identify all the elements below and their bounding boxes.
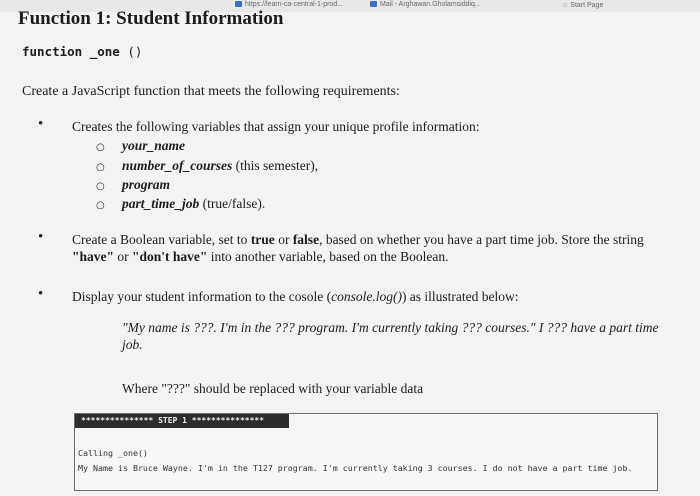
console-output-box xyxy=(74,413,658,491)
bullet-2-text xyxy=(72,231,672,265)
where-note: Where "???" should be replaced with your variable data xyxy=(122,381,424,396)
false-keyword: false xyxy=(292,232,320,247)
circle-bullet-icon: ○ xyxy=(96,142,105,153)
tab-favicon-icon xyxy=(235,1,242,7)
mail-text: Mail - Arghawan.Gholamsiddiq... xyxy=(380,1,481,8)
text-segment: Create a Boolean variable, set to xyxy=(72,232,251,247)
var-name: your_name xyxy=(122,138,186,153)
start-page-label: Start Page xyxy=(570,2,604,9)
text-segment: ) as illustrated below: xyxy=(401,289,519,304)
url-text: https://learn-ca-central-1-prod... xyxy=(245,1,344,8)
text-segment: , based on whether you have a part time job. Store the string xyxy=(319,232,644,247)
function-parens: () xyxy=(127,44,143,59)
step-header: *************** STEP 1 *************** xyxy=(75,414,289,428)
browser-tab-url[interactable] xyxy=(235,1,343,8)
bullet-1-text: Creates the following variables that assign your unique profile information: xyxy=(72,119,480,134)
function-name: function _one xyxy=(22,44,120,59)
text-segment: or xyxy=(274,232,293,247)
console-log-code: console.log() xyxy=(331,289,402,304)
true-keyword: true xyxy=(250,232,275,247)
page-title: Function 1: Student Information xyxy=(18,8,284,29)
console-line-1: Calling _one() xyxy=(78,448,148,458)
star-icon: ☆ xyxy=(562,2,569,9)
function-signature xyxy=(22,44,142,59)
circle-bullet-icon: ○ xyxy=(96,181,105,192)
list-item-number-of-courses xyxy=(96,158,318,174)
text-segment: into another variable, based on the Boolean. xyxy=(207,249,449,264)
bullet-dot-3: • xyxy=(38,286,44,302)
example-output-quote: "My name is ???. I'm in the ??? program. I'm currently taking ??? courses." I ??? have a part time job. xyxy=(122,320,659,352)
var-name: number_of_courses xyxy=(122,158,233,173)
list-item-part-time-job xyxy=(96,196,265,212)
var-name: program xyxy=(122,177,171,192)
list-item-your-name xyxy=(96,138,185,154)
have-string: "have" xyxy=(72,249,114,264)
var-desc: (this semester), xyxy=(232,158,319,173)
list-item-program xyxy=(96,177,170,193)
bullet-dot-2: • xyxy=(38,229,44,245)
var-name: part_time_job xyxy=(122,196,200,211)
var-desc: (true/false). xyxy=(199,196,266,211)
circle-bullet-icon: ○ xyxy=(96,162,105,173)
circle-bullet-icon: ○ xyxy=(96,200,105,211)
text-segment: Display your student information to the cosole ( xyxy=(72,289,332,304)
intro-text: Create a JavaScript function that meets the following requirements: xyxy=(22,84,400,99)
text-segment: or xyxy=(114,249,132,264)
browser-tab-mail[interactable] xyxy=(370,1,481,8)
start-page-link[interactable] xyxy=(562,1,603,9)
dont-have-string: "don't have" xyxy=(132,249,208,264)
console-line-2: My Name is Bruce Wayne. I'm in the T127 program. I'm currently taking 3 courses. I do not have a part time job. xyxy=(78,463,633,473)
bullet-3-text xyxy=(72,288,519,305)
bullet-dot-1: • xyxy=(38,116,44,132)
mail-icon xyxy=(370,1,377,7)
